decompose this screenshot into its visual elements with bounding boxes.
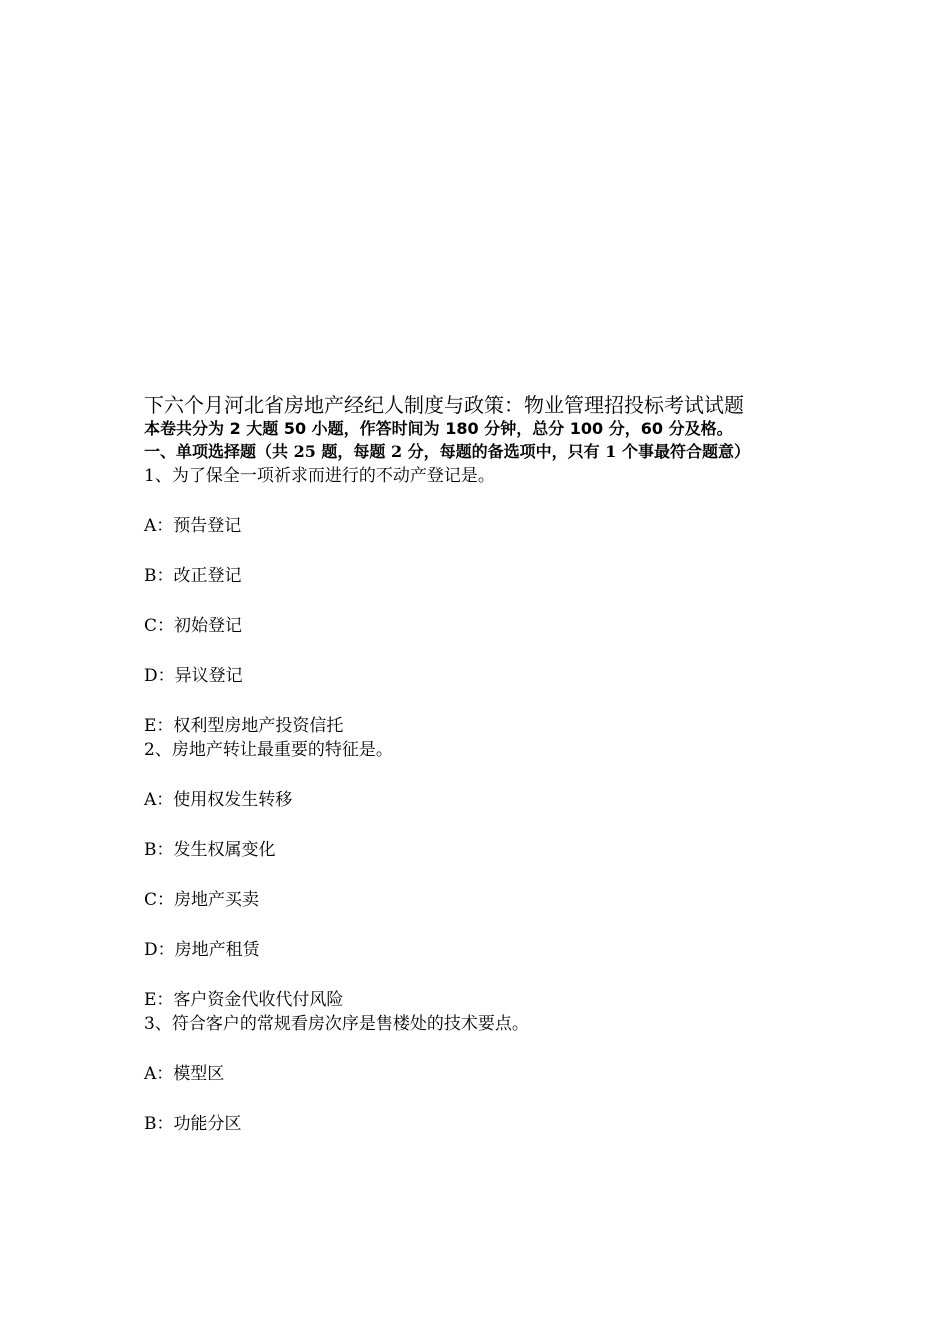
- option-a: A：使用权发生转移: [144, 790, 293, 810]
- question-1: [144, 464, 814, 738]
- document-title: 下六个月河北省房地产经纪人制度与政策：物业管理招投标考试试题: [144, 393, 744, 417]
- option-a: A：模型区: [144, 1064, 225, 1084]
- question-stem: 1、为了保全一项祈求而进行的不动产登记是。: [144, 466, 495, 486]
- option-d: D：房地产租赁: [144, 940, 260, 960]
- option-a: A：预告登记: [144, 516, 242, 536]
- section-heading: 一、单项选择题（共 25 题，每题 2 分，每题的备选项中，只有 1 个事最符合题意）: [144, 442, 750, 461]
- document-body: [144, 392, 814, 1136]
- option-e: E：权利型房地产投资信托: [144, 716, 344, 736]
- exam-summary: 本卷共分为 2 大题 50 小题，作答时间为 180 分钟，总分 100 分，60 分及格。: [144, 419, 733, 438]
- option-c: C：房地产买卖: [144, 890, 260, 910]
- option-b: B：发生权属变化: [144, 840, 276, 860]
- question-stem: 2、房地产转让最重要的特征是。: [144, 740, 393, 760]
- question-2: [144, 738, 814, 1012]
- option-c: C：初始登记: [144, 616, 243, 636]
- question-stem: 3、符合客户的常规看房次序是售楼处的技术要点。: [144, 1014, 529, 1034]
- option-e: E：客户资金代收代付风险: [144, 990, 344, 1010]
- option-b: B：改正登记: [144, 566, 242, 586]
- option-d: D：异议登记: [144, 666, 243, 686]
- option-b: B：功能分区: [144, 1114, 242, 1134]
- question-3: [144, 1012, 814, 1136]
